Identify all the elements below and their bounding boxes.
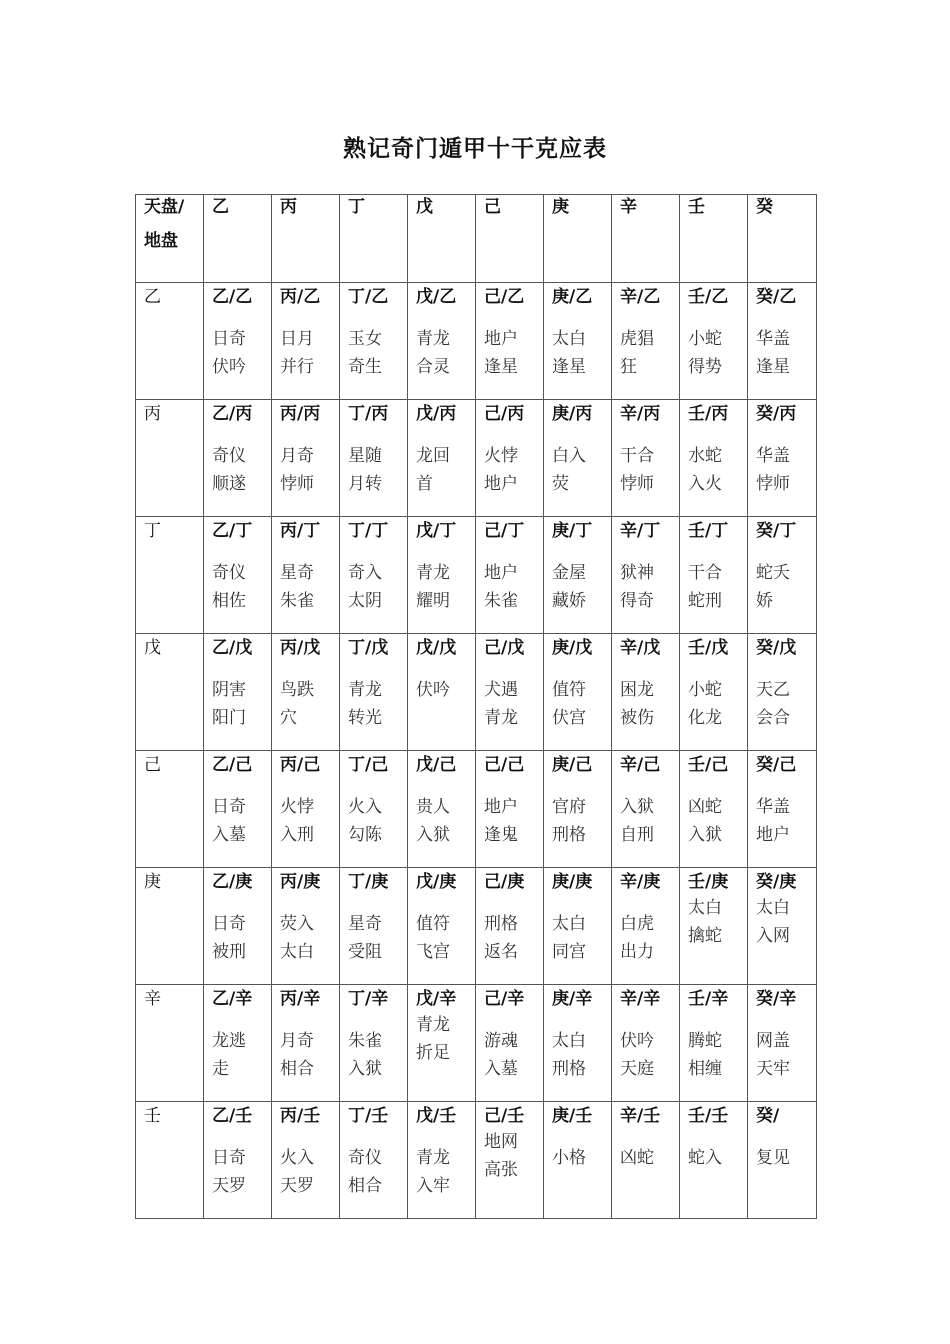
table-cell [408,283,476,400]
table-cell [612,751,680,868]
stem-pair: 壬/己 [688,755,729,775]
omen-name: 星奇朱雀 [280,563,314,611]
omen-name: 伏吟 [416,680,450,700]
stem-pair: 癸/戊 [756,638,797,658]
table-cell [340,517,408,634]
row-header [136,751,204,868]
omen-name: 日奇天罗 [212,1148,246,1196]
table-row [136,985,817,1102]
omen-name: 蛇夭娇 [756,563,790,611]
stem-pair: 壬/壬 [688,1106,729,1126]
stem-pair: 壬/丁 [688,521,729,541]
stem-pair: 乙/丙 [212,404,253,424]
stem-pair: 丁/壬 [348,1106,389,1126]
omen-name: 地户逢鬼 [484,797,518,845]
column-header-label: 乙 [212,197,229,217]
omen-name: 困龙被伤 [620,680,654,728]
stem-pair: 丁/乙 [348,287,389,307]
table-cell [272,751,340,868]
stem-pair: 庚/庚 [552,872,593,892]
row-header [136,283,204,400]
table-cell [476,985,544,1102]
omen-name: 日月并行 [280,329,314,377]
table-cell [272,1102,340,1219]
omen-name: 官府刑格 [552,797,586,845]
stem-pair: 丙/丁 [280,521,321,541]
table-cell [476,634,544,751]
table-cell [544,1102,612,1219]
table-row [136,868,817,985]
table-cell [476,400,544,517]
table-cell [340,868,408,985]
table-cell [680,985,748,1102]
stem-pair: 戊/庚 [416,872,457,892]
omen-name: 蛇入 [688,1148,722,1168]
table-row [136,751,817,868]
table-cell [204,751,272,868]
stem-pair: 丙/乙 [280,287,321,307]
column-header [748,195,817,283]
omen-name: 阴害阳门 [212,680,246,728]
table-cell [204,400,272,517]
table-cell [272,634,340,751]
stem-pair: 辛/丁 [620,521,661,541]
stem-pair: 乙/己 [212,755,253,775]
omen-name: 狱神得奇 [620,563,654,611]
table-cell [612,283,680,400]
table-cell [748,1102,817,1219]
stem-pair: 壬/辛 [688,989,729,1009]
stem-pair: 己/庚 [484,872,525,892]
table-cell [272,517,340,634]
stem-pair: 戊/戊 [416,638,457,658]
omen-name: 月奇悖师 [280,446,314,494]
omen-name: 地户逢星 [484,329,518,377]
stem-pair: 戊/丁 [416,521,457,541]
table-cell [680,517,748,634]
table-cell [544,634,612,751]
stem-pair: 乙/乙 [212,287,253,307]
row-header [136,634,204,751]
omen-name: 太白同宫 [552,914,586,962]
column-header [680,195,748,283]
table-row [136,283,817,400]
table-cell [408,400,476,517]
table-row [136,634,817,751]
table-cell [476,868,544,985]
stem-pair: 庚/乙 [552,287,593,307]
stem-pair: 辛/丙 [620,404,661,424]
row-header [136,517,204,634]
table-cell [612,517,680,634]
stem-pair: 癸/辛 [756,989,797,1009]
table-cell [612,634,680,751]
page-title: 熟记奇门遁甲十干克应表 [343,136,607,162]
omen-name: 凶蛇入狱 [688,797,722,845]
table-cell [340,1102,408,1219]
table-cell [272,283,340,400]
stem-pair: 庚/丙 [552,404,593,424]
stem-pair: 丁/丙 [348,404,389,424]
omen-name: 奇仪顺遂 [212,446,246,494]
table-cell [408,985,476,1102]
table-cell [340,400,408,517]
stem-pair: 辛/壬 [620,1106,661,1126]
omen-name: 干合悖师 [620,446,654,494]
omen-name: 华盖地户 [756,797,790,845]
omen-name: 日奇入墓 [212,797,246,845]
table-cell [204,283,272,400]
omen-name: 网盖天牢 [756,1031,790,1079]
stem-pair: 己/丙 [484,404,525,424]
omen-name: 荧入太白 [280,914,314,962]
header-row [136,195,817,283]
table-cell [544,868,612,985]
stem-pair: 乙/辛 [212,989,253,1009]
table-cell [680,1102,748,1219]
table-cell [680,751,748,868]
omen-name: 金屋藏娇 [552,563,586,611]
stem-pair: 戊/丙 [416,404,457,424]
row-header [136,868,204,985]
row-header [136,400,204,517]
stem-pair: 辛/庚 [620,872,661,892]
omen-name: 青龙合灵 [416,329,450,377]
table-cell [408,1102,476,1219]
column-header-label: 壬 [688,197,705,217]
omen-name: 伏吟天庭 [620,1031,654,1079]
table-cell [748,634,817,751]
table-cell [204,1102,272,1219]
table-cell [544,985,612,1102]
stem-pair: 丙/丙 [280,404,321,424]
table-cell [544,517,612,634]
table-cell [680,283,748,400]
column-header [476,195,544,283]
omen-name: 值符飞宫 [416,914,450,962]
omen-name: 贵人入狱 [416,797,450,845]
omen-name: 火悖地户 [484,446,518,494]
table-cell [340,985,408,1102]
table-row [136,400,817,517]
stem-pair: 辛/乙 [620,287,661,307]
table-cell [544,400,612,517]
column-header [612,195,680,283]
column-header [544,195,612,283]
table-cell [748,985,817,1102]
stem-pair: 丁/丁 [348,521,389,541]
stem-pair: 癸/己 [756,755,797,775]
omen-name: 朱雀入狱 [348,1031,382,1079]
omen-name: 龙回首 [416,446,450,494]
omen-name: 地网高张 [484,1132,518,1180]
omen-name: 青龙入牢 [416,1148,450,1196]
corner-label: 天盘/ [144,197,185,217]
stem-pair: 己/辛 [484,989,525,1009]
table-cell [204,868,272,985]
stem-pair: 丙/辛 [280,989,321,1009]
omen-name: 复见 [756,1148,790,1168]
table-cell [612,1102,680,1219]
table-cell [340,634,408,751]
stem-pair: 壬/乙 [688,287,729,307]
stem-pair: 乙/戊 [212,638,253,658]
omen-name: 青龙转光 [348,680,382,728]
stem-pair: 戊/辛 [416,989,457,1009]
row-header-label: 壬 [144,1106,161,1126]
omen-name: 龙逃走 [212,1031,246,1079]
table-cell [340,751,408,868]
stem-pair: 丙/己 [280,755,321,775]
omen-name: 值符伏宫 [552,680,586,728]
stem-pair: 乙/丁 [212,521,253,541]
column-header-label: 丁 [348,197,365,217]
table-cell [340,283,408,400]
corner-cell [136,195,204,283]
stem-pair: 丁/己 [348,755,389,775]
table-cell [680,634,748,751]
omen-name: 星奇受阻 [348,914,382,962]
stem-pair: 癸/丙 [756,404,797,424]
stem-pair: 癸/丁 [756,521,797,541]
column-header [204,195,272,283]
table-cell [476,1102,544,1219]
stem-pair: 壬/庚 [688,872,729,892]
table-cell [748,517,817,634]
column-header-label: 辛 [620,197,637,217]
omen-name: 火入勾陈 [348,797,382,845]
stem-pair: 己/戊 [484,638,525,658]
table-cell [204,634,272,751]
table-row [136,1102,817,1219]
table-cell [204,985,272,1102]
omen-name: 星随月转 [348,446,382,494]
table-cell [544,283,612,400]
table-cell [544,751,612,868]
table-cell [612,400,680,517]
stem-pair: 丁/戊 [348,638,389,658]
omen-name: 日奇伏吟 [212,329,246,377]
table-cell [272,400,340,517]
omen-name: 鸟跌穴 [280,680,314,728]
row-header [136,1102,204,1219]
stem-pair: 壬/丙 [688,404,729,424]
table-cell [680,868,748,985]
stem-pair: 丙/戊 [280,638,321,658]
stem-pair: 庚/己 [552,755,593,775]
omen-name: 小格 [552,1148,586,1168]
stem-pair: 乙/壬 [212,1106,253,1126]
omen-name: 月奇相合 [280,1031,314,1079]
kegan-table [135,194,817,1219]
table-cell [408,517,476,634]
corner-label: 地盘 [144,231,178,251]
table-cell [748,400,817,517]
row-header-label: 乙 [144,287,161,307]
table-cell [612,868,680,985]
table-cell [272,985,340,1102]
table-cell [476,751,544,868]
stem-pair: 辛/辛 [620,989,661,1009]
omen-name: 刑格返名 [484,914,518,962]
omen-name: 地户朱雀 [484,563,518,611]
omen-name: 奇仪相佐 [212,563,246,611]
stem-pair: 戊/乙 [416,287,457,307]
omen-name: 太白刑格 [552,1031,586,1079]
row-header [136,985,204,1102]
table-cell [748,283,817,400]
omen-name: 水蛇入火 [688,446,722,494]
column-header [340,195,408,283]
table-cell [204,517,272,634]
table-cell [612,985,680,1102]
omen-name: 白入荧 [552,446,586,494]
row-header-label: 辛 [144,989,161,1009]
omen-name: 玉女奇生 [348,329,382,377]
stem-pair: 己/壬 [484,1106,525,1126]
stem-pair: 己/己 [484,755,525,775]
omen-name: 腾蛇相缠 [688,1031,722,1079]
row-header-label: 庚 [144,872,161,892]
omen-name: 火悖入刑 [280,797,314,845]
omen-name: 华盖悖师 [756,446,790,494]
omen-name: 青龙耀明 [416,563,450,611]
stem-pair: 丙/壬 [280,1106,321,1126]
omen-name: 太白逢星 [552,329,586,377]
row-header-label: 丁 [144,521,161,541]
stem-pair: 辛/己 [620,755,661,775]
stem-pair: 己/丁 [484,521,525,541]
omen-name: 干合蛇刑 [688,563,722,611]
omen-name: 奇仪相合 [348,1148,382,1196]
omen-name: 青龙折足 [416,1015,450,1063]
table-cell [408,634,476,751]
stem-pair: 辛/戊 [620,638,661,658]
table-row [136,517,817,634]
stem-pair: 癸/ [756,1106,780,1126]
omen-name: 太白入网 [756,898,790,946]
omen-name: 入狱自刑 [620,797,654,845]
table-cell [748,868,817,985]
omen-name: 小蛇化龙 [688,680,722,728]
omen-name: 火入天罗 [280,1148,314,1196]
stem-pair: 丁/庚 [348,872,389,892]
stem-pair: 己/乙 [484,287,525,307]
stem-pair: 戊/己 [416,755,457,775]
stem-pair: 壬/戊 [688,638,729,658]
column-header-label: 己 [484,197,501,217]
column-header-label: 癸 [756,197,773,217]
stem-pair: 庚/戊 [552,638,593,658]
table-cell [408,868,476,985]
column-header [272,195,340,283]
stem-pair: 癸/庚 [756,872,797,892]
omen-name: 犬遇青龙 [484,680,518,728]
omen-name: 白虎出力 [620,914,654,962]
stem-pair: 戊/壬 [416,1106,457,1126]
stem-pair: 庚/丁 [552,521,593,541]
row-header-label: 丙 [144,404,161,424]
table-cell [408,751,476,868]
omen-name: 日奇被刑 [212,914,246,962]
table-cell [476,517,544,634]
omen-name: 虎猖狂 [620,329,654,377]
table-cell [680,400,748,517]
column-header [408,195,476,283]
stem-pair: 癸/乙 [756,287,797,307]
omen-name: 奇入太阴 [348,563,382,611]
table-cell [272,868,340,985]
omen-name: 凶蛇 [620,1148,654,1168]
stem-pair: 乙/庚 [212,872,253,892]
table-cell [476,283,544,400]
row-header-label: 戊 [144,638,161,658]
stem-pair: 丁/辛 [348,989,389,1009]
stem-pair: 庚/辛 [552,989,593,1009]
row-header-label: 己 [144,755,161,775]
omen-name: 太白擒蛇 [688,898,722,946]
stem-pair: 庚/壬 [552,1106,593,1126]
stem-pair: 丙/庚 [280,872,321,892]
column-header-label: 戊 [416,197,433,217]
omen-name: 小蛇得势 [688,329,722,377]
omen-name: 天乙会合 [756,680,790,728]
column-header-label: 庚 [552,197,569,217]
omen-name: 华盖逢星 [756,329,790,377]
table-cell [748,751,817,868]
omen-name: 游魂入墓 [484,1031,518,1079]
column-header-label: 丙 [280,197,297,217]
